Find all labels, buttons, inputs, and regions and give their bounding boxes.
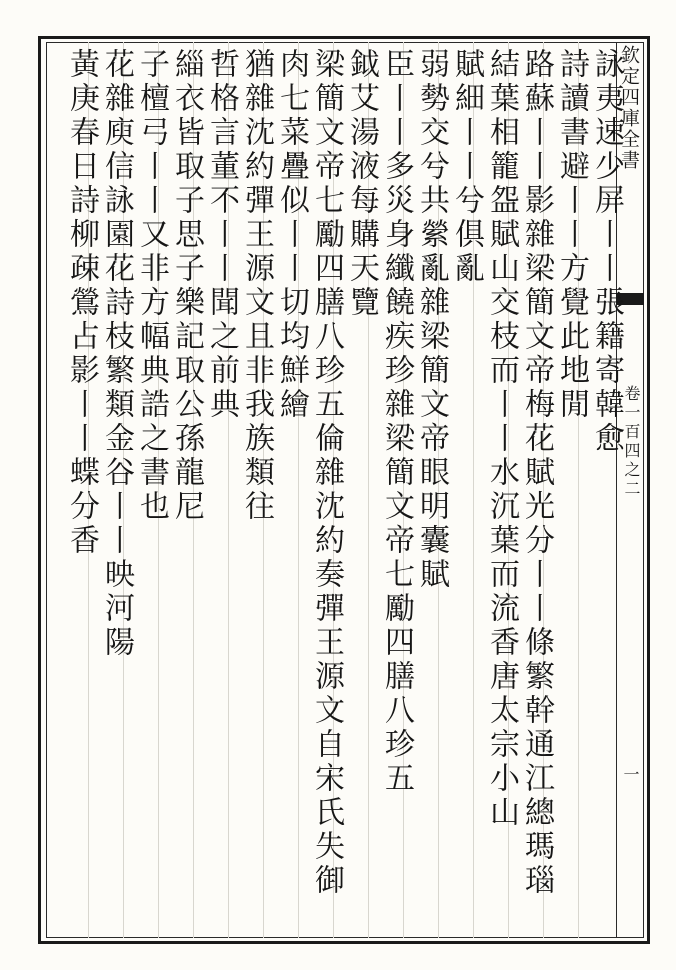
text-column: 詠夷速少屏丨丨張籍寄韓愈 xyxy=(589,48,624,456)
text-column: 梁簡文帝七勵四膳八珍五倫雜沈約奏彈王源文自宋氏失御 xyxy=(309,48,344,898)
text-column: 臣丨丨多災身纖饒疾珍雜梁簡文帝七勵四膳八珍五 xyxy=(379,48,414,796)
volume-label: 卷一百四之二 xyxy=(622,385,641,499)
text-column: 路蘇丨丨影雜梁簡文帝梅花賦光分丨丨條繁幹通江總瑪瑙 xyxy=(519,48,554,898)
leaf-number: 一 xyxy=(621,766,640,782)
text-column: 花雜庾信詠園花詩枝繁類金谷丨丨映河陽 xyxy=(99,48,134,660)
text-column: 弱勢交兮共縈亂雜梁簡文帝眼明囊賦 xyxy=(414,48,449,592)
text-column: 緇衣皆取子思子樂記取公孫龍尼 xyxy=(169,48,204,524)
text-column: 詩讀書避丨丨方覺此地閒 xyxy=(554,48,589,422)
text-column: 鉞艾湯液每購天覽 xyxy=(344,48,379,320)
text-column: 哲格言董不丨丨聞之前典 xyxy=(204,48,239,422)
text-column: 結葉相籠盌賦山交枝而丨丨水沉葉而流香唐太宗小山 xyxy=(484,48,519,830)
text-column: 賦細丨丨兮俱亂 xyxy=(449,48,484,286)
text-column: 猶雜沈約彈王源文且非我族類往 xyxy=(239,48,274,524)
text-column: 黃庚春日詩柳疎鶯占影丨丨蝶分香 xyxy=(64,48,99,558)
book-title: 欽定四庫全書 xyxy=(618,45,640,171)
text-column: 肉七菜疊似丨丨切均鮮繪 xyxy=(274,48,309,422)
text-column: 子檀弓丨丨又非方幅典誥之書也 xyxy=(134,48,169,524)
